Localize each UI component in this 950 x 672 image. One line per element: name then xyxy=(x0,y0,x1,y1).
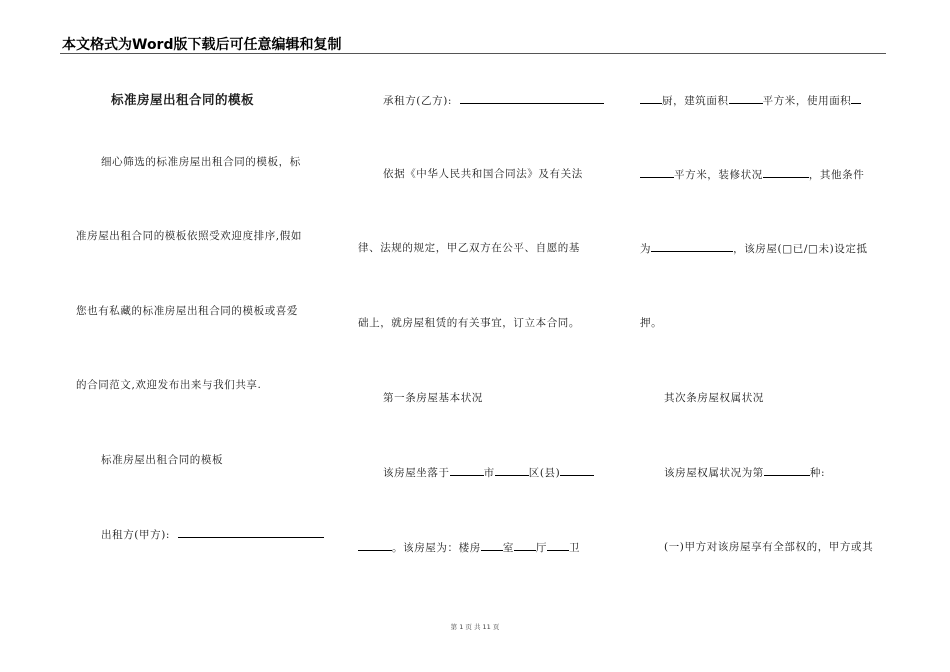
lessor-label: 出租方(甲方): xyxy=(101,529,171,541)
lessee-blank xyxy=(460,93,604,104)
room-line xyxy=(358,540,580,555)
blank xyxy=(560,465,594,476)
lessee-label: 承租方(乙方): xyxy=(383,95,453,107)
paragraph-line: 依据《中华人民共和国合同法》及有关法 xyxy=(383,168,583,180)
paragraph-line: 的合同范文,欢迎发布出来与我们共享. xyxy=(76,379,262,391)
ownership-label: 该房屋权属状况为第 xyxy=(664,467,764,479)
blank xyxy=(450,465,484,476)
blank xyxy=(729,93,763,104)
district-label: 区(县) xyxy=(528,467,561,479)
hall-label: 厅 xyxy=(535,542,548,554)
blank xyxy=(640,93,662,104)
ownership-line xyxy=(664,465,825,480)
header-divider xyxy=(60,53,886,54)
section-heading: 第一条房屋基本状况 xyxy=(383,392,483,404)
lessor-line xyxy=(101,527,324,542)
blank xyxy=(481,540,503,551)
city-label: 市 xyxy=(483,467,495,479)
document-header-title: 本文格式为Word版下载后可任意编辑和复制 xyxy=(62,37,342,53)
paragraph-line: 细心筛选的标准房屋出租合同的模板，标 xyxy=(101,156,301,168)
ownership-type-label: 种: xyxy=(809,467,826,479)
paragraph-line: 础上，就房屋租赁的有关事宜，订立本合同。 xyxy=(358,317,580,329)
paragraph-line: 您也有私藏的标准房屋出租合同的模板或喜爱 xyxy=(76,305,298,317)
other-conditions-label: ，其他条件 xyxy=(808,169,865,181)
section-heading: 其次条房屋权属状况 xyxy=(664,392,764,404)
area-line xyxy=(640,93,861,108)
blank xyxy=(547,540,569,551)
blank xyxy=(640,167,674,178)
paragraph-line: 准房屋出租合同的模板依照受欢迎度排序,假如 xyxy=(76,230,302,242)
mortgage-label: ，该房屋(□已/□未)设定抵 xyxy=(733,243,868,255)
room-label: 室 xyxy=(502,542,514,554)
location-line xyxy=(383,465,594,480)
paragraph-line: 押。 xyxy=(640,317,663,329)
paragraph-line: (一)甲方对该房屋享有全部权的，甲方或其 xyxy=(664,541,874,553)
contract-title: 标准房屋出租合同的模板 xyxy=(111,92,255,107)
decoration-label: 平方米，装修状况 xyxy=(674,169,763,181)
blank xyxy=(651,241,733,252)
bath-label: 卫 xyxy=(569,542,581,554)
page-number: 第 1 页 共 11 页 xyxy=(450,623,500,631)
subtitle-line: 标准房屋出租合同的模板 xyxy=(101,454,224,466)
blank xyxy=(514,540,536,551)
blank xyxy=(851,93,861,104)
paragraph-line: 律、法规的规定，甲乙双方在公平、自愿的基 xyxy=(358,242,580,254)
condition-label: 为 xyxy=(640,243,652,255)
mortgage-line xyxy=(640,241,868,256)
blank xyxy=(764,465,810,476)
lessor-blank xyxy=(178,527,324,538)
blank xyxy=(495,465,529,476)
area-label: 厨，建筑面积 xyxy=(662,95,729,107)
location-label: 该房屋坐落于 xyxy=(383,467,450,479)
lessee-line xyxy=(383,93,604,108)
building-label: 。该房屋为：楼房 xyxy=(392,542,481,554)
usable-area-label: 平方米，使用面积 xyxy=(762,95,852,107)
blank xyxy=(358,540,392,551)
decoration-line xyxy=(640,167,864,182)
blank xyxy=(763,167,809,178)
